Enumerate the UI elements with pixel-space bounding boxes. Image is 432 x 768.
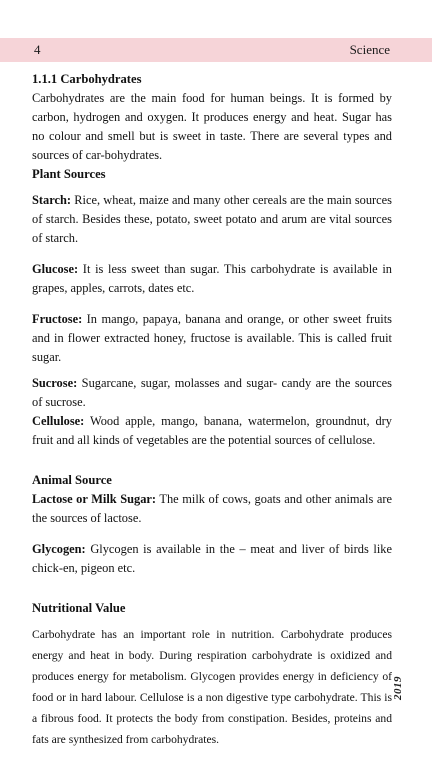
nutritional-value-heading: Nutritional Value: [32, 601, 126, 615]
carbohydrates-intro: Carbohydrates are the main food for human beings. It is formed by carbon, hydrogen and oxygen. It produces energy and heat. Sugar has no colour and smell but is sweet in taste. There are several types and sources of car-bohydrates.: [32, 91, 392, 162]
animal-source-heading: Animal Source: [32, 473, 112, 487]
cellulose-term: Cellulose:: [32, 414, 85, 428]
glucose-term: Glucose:: [32, 262, 79, 276]
glucose-text: It is less sweet than sugar. This carbohydrate is available in grapes, apples, carrots, dates etc.: [32, 262, 392, 295]
fructose-text: In mango, papaya, banana and orange, or other sweet fruits and in flower extracted honey, fructose is available. This is called fruit sugar.: [32, 312, 392, 364]
plant-sources-heading: Plant Sources: [32, 167, 106, 181]
glucose-paragraph: [32, 260, 392, 298]
glycogen-paragraph: [32, 540, 392, 578]
sucrose-paragraph: [32, 374, 392, 412]
glycogen-term: Glycogen:: [32, 542, 86, 556]
fructose-term: Fructose:: [32, 312, 83, 326]
page-number: 4: [34, 42, 41, 57]
carbohydrates-heading: 1.1.1 Carbohydrates: [32, 72, 142, 86]
lactose-paragraph: [32, 490, 392, 528]
page-header: [0, 38, 432, 62]
lactose-term: Lactose or Milk Sugar:: [32, 492, 157, 506]
page-content: [32, 70, 392, 750]
starch-text: Rice, wheat, maize and many other cereals are the main sources of starch. Besides these, potato, sweet potato and arum are vital sources of starch.: [32, 193, 392, 245]
cellulose-text: Wood apple, mango, banana, watermelon, groundnut, dry fruit and all kinds of vegetables are the potential sources of cellulose.: [32, 414, 392, 447]
side-year-label: 2019: [392, 676, 404, 700]
nutritional-value-paragraph: Carbohydrate has an important role in nutrition. Carbohydrate produces energy and heat in body. During respiration carbohydrate is oxidized and produces energy for metabolism. Glycogen provides energy in deficiency of food or in hard labour. Cellulose is a non digestive type carbohydrate. This is a fibrous food. It protects the body from constipation. Besides, proteins and fats are synthesized from carbohydrates.: [32, 628, 392, 746]
sucrose-text: Sugarcane, sugar, molasses and sugar- candy are the sources of sucrose.: [32, 376, 392, 409]
fructose-paragraph: [32, 310, 392, 367]
cellulose-paragraph: [32, 412, 392, 450]
starch-term: Starch:: [32, 193, 72, 207]
lactose-text: The milk of cows, goats and other animals are the sources of lactose.: [32, 492, 392, 525]
sucrose-term: Sucrose:: [32, 376, 78, 390]
starch-paragraph: [32, 191, 392, 248]
section-title: Science: [349, 42, 390, 57]
glycogen-text: Glycogen is available in the – meat and liver of birds like chick-en, pigeon etc.: [32, 542, 392, 575]
